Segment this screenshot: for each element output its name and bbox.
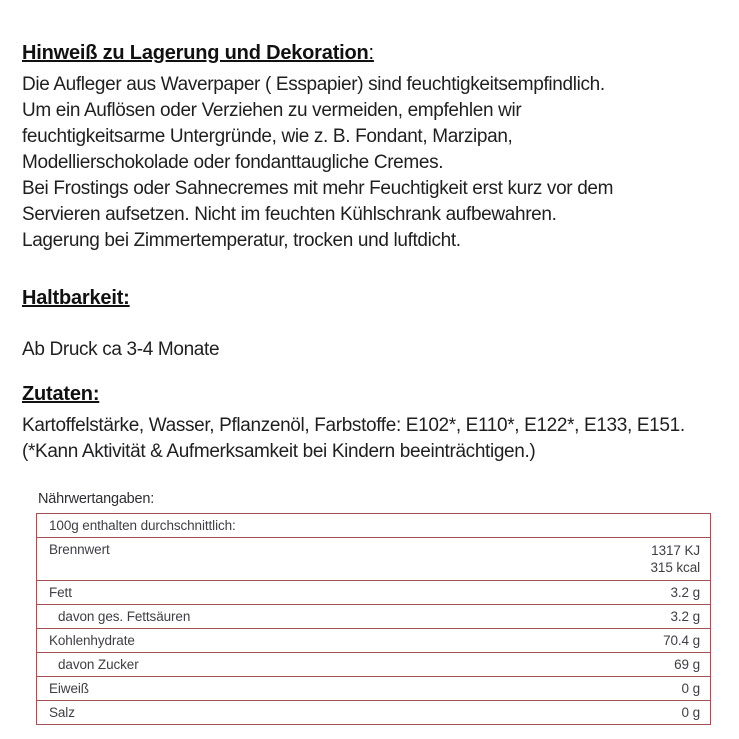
storage-paragraph bbox=[22, 72, 711, 254]
nutrient-name: Fett bbox=[49, 585, 72, 600]
ingredients-paragraph bbox=[22, 413, 711, 465]
storage-text-line: Um ein Auflösen oder Verziehen zu vermeiden, empfehlen wir bbox=[22, 100, 522, 121]
nutrition-row-salt bbox=[37, 700, 710, 724]
nutrient-value: 70.4 g bbox=[663, 633, 700, 648]
nutrition-row-carbohydrates bbox=[37, 628, 710, 652]
nutrient-name: davon Zucker bbox=[58, 657, 139, 672]
storage-heading-text: Hinweiß zu Lagerung und Dekoration bbox=[22, 42, 369, 64]
nutrient-value-kcal: 315 kcal bbox=[650, 560, 700, 575]
ingredients-section bbox=[22, 383, 711, 465]
storage-section bbox=[22, 42, 711, 254]
nutrient-value: 0 g bbox=[681, 681, 700, 696]
storage-text-line: Die Aufleger aus Waverpaper ( Esspapier) sind feuchtigkeitsempfindlich. bbox=[22, 74, 605, 95]
nutrient-name: Salz bbox=[49, 705, 75, 720]
ingredients-text-line: Kartoffelstärke, Wasser, Pflanzenöl, Farbstoffe: E102*, E110*, E122*, E133, E151. bbox=[22, 415, 685, 436]
shelf-life-heading: Haltbarkeit: bbox=[22, 287, 130, 309]
storage-heading-colon: : bbox=[368, 42, 374, 64]
nutrient-name: Brennwert bbox=[49, 542, 110, 557]
nutrient-value: 0 g bbox=[681, 705, 700, 720]
nutrition-row-saturated-fat bbox=[37, 604, 710, 628]
storage-text-line: Lagerung bei Zimmertemperatur, trocken und luftdicht. bbox=[22, 230, 461, 251]
nutrition-table-header-row bbox=[37, 514, 710, 537]
shelf-life-section bbox=[22, 287, 711, 363]
nutrient-name: Eiweiß bbox=[49, 681, 89, 696]
storage-text-line: Servieren aufsetzen. Nicht im feuchten Kühlschrank aufbewahren. bbox=[22, 204, 557, 225]
nutrient-value bbox=[651, 542, 700, 576]
nutrition-section bbox=[36, 491, 711, 725]
nutrition-table-caption: Nährwertangaben: bbox=[38, 491, 155, 507]
storage-text-line: feuchtigkeitsarme Untergründe, wie z. B. Fondant, Marzipan, bbox=[22, 126, 513, 147]
shelf-life-text: Ab Druck ca 3-4 Monate bbox=[22, 339, 220, 360]
nutrition-row-protein bbox=[37, 676, 710, 700]
nutrient-name: davon ges. Fettsäuren bbox=[58, 609, 191, 624]
storage-section-heading bbox=[22, 42, 711, 65]
ingredients-text-line: (*Kann Aktivität & Aufmerksamkeit bei Kindern beeinträchtigen.) bbox=[22, 441, 536, 462]
nutrition-table bbox=[36, 513, 711, 725]
nutrient-value: 69 g bbox=[674, 657, 700, 672]
nutrition-table-header-text: 100g enthalten durchschnittlich: bbox=[49, 518, 236, 533]
nutrient-value: 3.2 g bbox=[670, 585, 700, 600]
storage-text-line: Modellierschokolade oder fondanttaugliche Cremes. bbox=[22, 152, 444, 173]
nutrient-name: Kohlenhydrate bbox=[49, 633, 135, 648]
ingredients-heading: Zutaten: bbox=[22, 383, 100, 405]
nutrient-value-kj: 1317 KJ bbox=[651, 543, 700, 558]
nutrition-row-energy bbox=[37, 537, 710, 580]
storage-text-line: Bei Frostings oder Sahnecremes mit mehr Feuchtigkeit erst kurz vor dem bbox=[22, 178, 614, 199]
nutrition-row-fat bbox=[37, 580, 710, 604]
nutrient-value: 3.2 g bbox=[670, 609, 700, 624]
nutrition-row-sugar bbox=[37, 652, 710, 676]
